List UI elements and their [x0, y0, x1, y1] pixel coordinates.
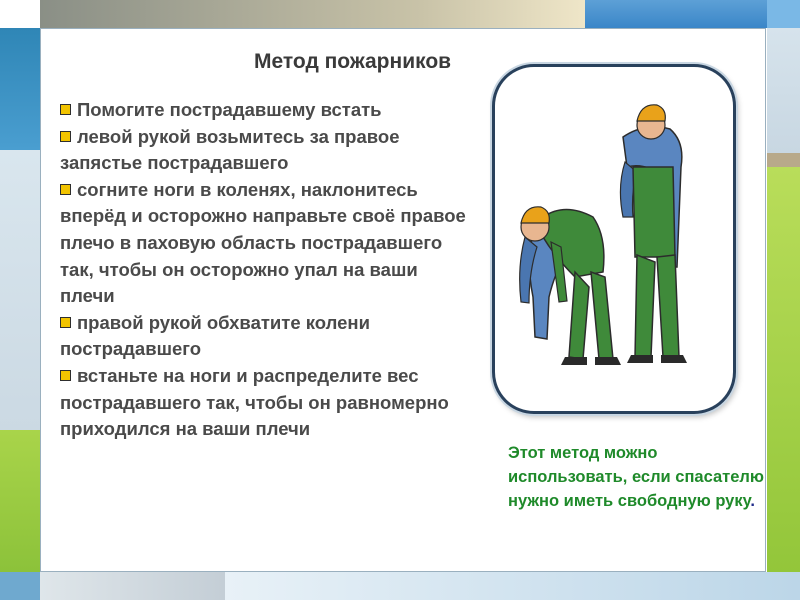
list-item — [60, 310, 470, 363]
bg-tile-left-upper — [0, 28, 40, 150]
illustration-frame — [492, 64, 736, 414]
bg-tile-bottom-mid — [40, 572, 225, 600]
list-item — [60, 177, 470, 310]
yellow-square-bullet-icon — [60, 317, 71, 328]
bg-tile-bottom-right — [225, 572, 800, 600]
list-item-text: встаньте на ноги и распределите вес пострадавшего так, чтобы он равномерно приходился на ваши плечи — [60, 364, 449, 440]
note-period: . — [750, 492, 755, 510]
yellow-square-bullet-icon — [60, 370, 71, 381]
bg-tile-right-strip — [767, 153, 800, 167]
bg-tile-top-blue — [585, 0, 767, 28]
bg-tile-top-left — [0, 0, 40, 28]
bg-tile-left-middle — [0, 150, 40, 430]
yellow-square-bullet-icon — [60, 104, 71, 115]
list-item — [60, 124, 470, 177]
list-item-text: Помогите пострадавшему встать — [77, 99, 382, 120]
bg-tile-left-lower — [0, 430, 40, 572]
list-item — [60, 363, 470, 443]
yellow-square-bullet-icon — [60, 131, 71, 142]
standing-rescuer-figure — [620, 105, 687, 363]
slide-title: Метод пожарников — [254, 50, 452, 73]
list-item-text: левой рукой возьмитесь за правое запястье пострадавшего — [60, 125, 400, 174]
bg-tile-right-lower — [767, 167, 800, 572]
bg-tile-right-upper — [767, 28, 800, 153]
bg-tile-top-right — [767, 0, 800, 28]
bg-tile-bottom-left — [0, 572, 40, 600]
bending-rescuer-figure — [520, 207, 621, 365]
list-item-text: правой рукой обхватите колени пострадавшего — [60, 311, 370, 360]
instruction-list — [60, 97, 470, 443]
yellow-square-bullet-icon — [60, 184, 71, 195]
note-body: Этот метод можно использовать, если спасателю нужно иметь свободную руку — [508, 444, 764, 510]
list-item-text: согните ноги в коленях, наклонитесь вперёд и осторожно направьте своё правое плечо в паховую область пострадавшего так, чтобы он осторожно упал на ваши плечи — [60, 178, 466, 307]
note-text — [508, 441, 768, 513]
firefighter-carry-illustration — [495, 67, 733, 411]
bg-tile-top-gray — [40, 0, 585, 28]
list-item — [60, 97, 470, 124]
